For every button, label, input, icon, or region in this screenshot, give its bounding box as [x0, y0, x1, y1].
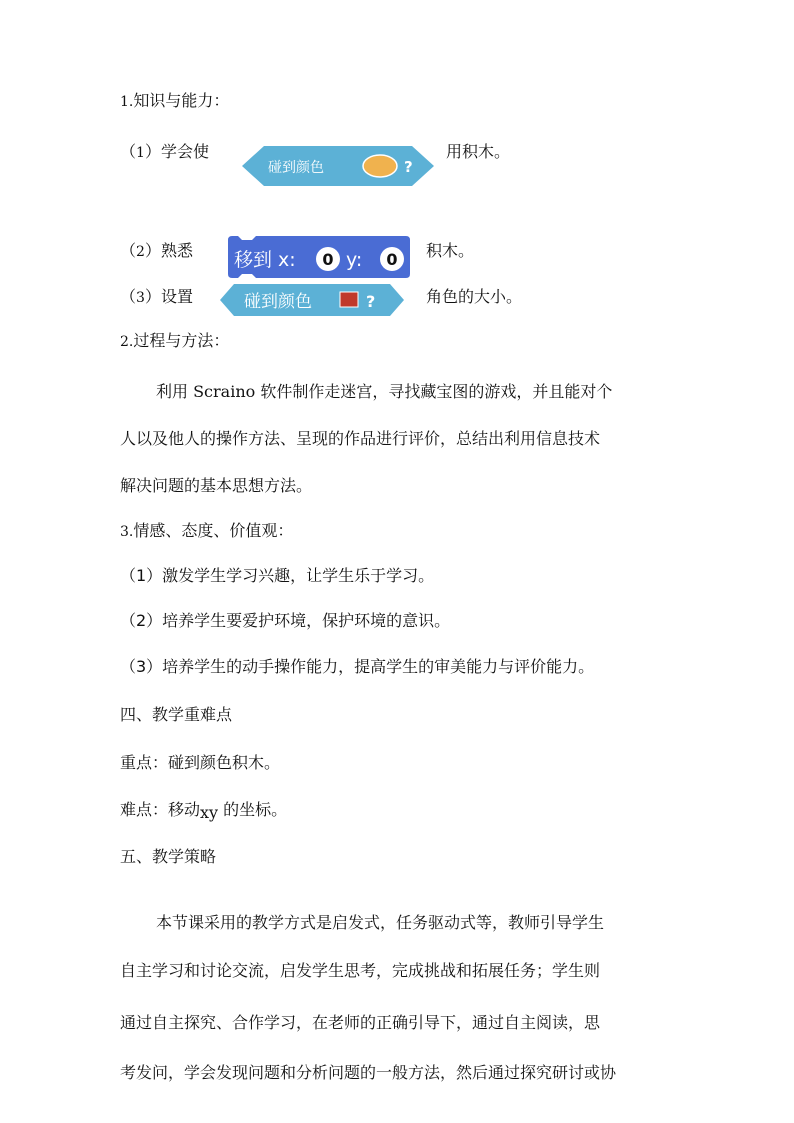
section-2-number: 2. — [120, 334, 134, 350]
move-to-y-label: y: — [346, 249, 363, 271]
section-2-line-1-a: 利用 — [156, 382, 194, 401]
section-1-title: 知识与能力： — [133, 91, 230, 110]
touch-color-block-1-question: ? — [404, 158, 413, 176]
attitude-item-1: （1）激发学生学习兴趣，让学生乐于学习。 — [120, 566, 435, 585]
move-to-y-value: 0 — [386, 250, 398, 269]
section-5-heading: 五、教学策略 — [120, 847, 217, 866]
item-1-line — [120, 141, 209, 164]
section-2-line-1 — [156, 381, 612, 403]
move-to-block — [224, 234, 414, 280]
touch-color-block-1-label: 碰到颜色 — [268, 160, 324, 176]
move-to-x-value: 0 — [322, 250, 334, 269]
software-name: Scraino — [193, 382, 256, 401]
touch-color-block-2 — [218, 282, 406, 318]
item-3-line — [120, 286, 193, 309]
touch-color-block-2-question: ? — [366, 292, 376, 311]
difficult-point-post: 的坐标。 — [218, 800, 288, 819]
touch-color-block-2-swatch — [340, 292, 358, 307]
item-2-close: ） — [144, 241, 161, 260]
difficult-point-xy: xy — [200, 803, 219, 822]
move-to-x-label: x: — [278, 249, 296, 271]
key-point: 重点：碰到颜色积木。 — [120, 753, 281, 772]
section-3-number: 3. — [120, 524, 134, 540]
item-3-text-end: 角色的大小。 — [426, 287, 523, 306]
difficult-point-pre: 难点：移动 — [120, 800, 201, 819]
item-2-text-end: 积木。 — [426, 241, 475, 260]
item-1-open: （ — [120, 142, 137, 161]
section-2-line-3: 解决问题的基本思想方法。 — [120, 476, 313, 495]
section-3-title: 情感、态度、价值观： — [133, 521, 294, 540]
touch-color-block-2-label: 碰到颜色 — [244, 292, 312, 312]
section-1-number: 1. — [120, 94, 134, 110]
item-3-number: 3 — [136, 290, 145, 306]
item-3-text: 设置 — [160, 287, 193, 306]
section-2-title: 过程与方法： — [133, 331, 230, 350]
item-2-line — [120, 240, 193, 263]
section-2-line-1-b: 软件制作走迷宫，寻找藏宝图的游戏，并且能对个 — [255, 382, 613, 401]
item-1-number: 1 — [136, 145, 145, 161]
item-1-close: ） — [144, 142, 161, 161]
section-5-line-4: 考发问，学会发现问题和分析问题的一般方法，然后通过探究研讨或协 — [120, 1063, 617, 1082]
move-to-block-label: 移到 — [234, 249, 273, 271]
item-2-number: 2 — [136, 244, 145, 260]
section-5-line-1: 本节课采用的教学方式是启发式，任务驱动式等，教师引导学生 — [156, 913, 605, 932]
touch-color-block-1-swatch — [363, 155, 397, 177]
item-1-text: 学会使 — [160, 142, 209, 161]
section-3-heading — [120, 520, 293, 543]
attitude-item-3: （3）培养学生的动手操作能力，提高学生的审美能力与评价能力。 — [120, 657, 595, 676]
item-2-open: （ — [120, 241, 137, 260]
item-3-open: （ — [120, 287, 137, 306]
section-2-heading — [120, 330, 229, 353]
section-2-line-2: 人以及他人的操作方法、呈现的作品进行评价，总结出利用信息技术 — [120, 429, 601, 448]
section-5-line-2: 自主学习和讨论交流，启发学生思考，完成挑战和拓展任务；学生则 — [120, 961, 601, 980]
attitude-item-2: （2）培养学生要爱护环境，保护环境的意识。 — [120, 611, 451, 630]
item-1-text-end: 用积木。 — [446, 142, 511, 161]
difficult-point — [120, 799, 287, 821]
section-4-heading: 四、教学重难点 — [120, 705, 233, 724]
section-1-heading — [120, 90, 229, 113]
section-5-line-3: 通过自主探究、合作学习，在老师的正确引导下，通过自主阅读，思 — [120, 1013, 601, 1032]
item-2-text: 熟悉 — [160, 241, 193, 260]
item-3-close: ） — [144, 287, 161, 306]
touch-color-block-1 — [238, 140, 438, 192]
